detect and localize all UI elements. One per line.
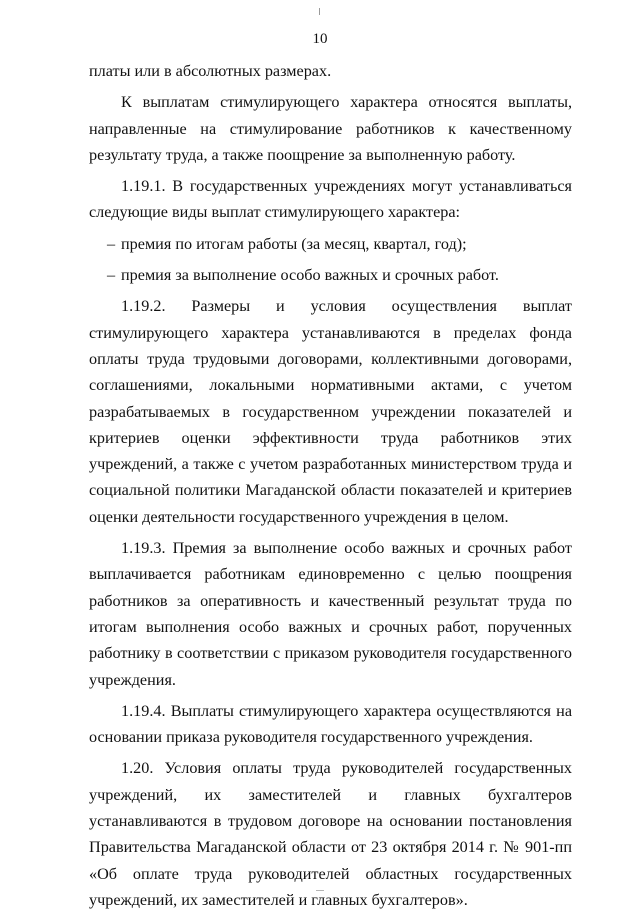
list-dash: – xyxy=(107,266,116,285)
scan-mark-bottom xyxy=(316,890,324,891)
scan-mark-top xyxy=(319,8,320,15)
paragraph-stimulating-payments: К выплатам стимулирующего характера относятся выплаты, направленные на стимулирование работников к качественному результату труда, а также поощрение за выполненную работу. xyxy=(89,93,572,164)
list-item-bonus-urgent xyxy=(89,262,572,288)
page-number: 10 xyxy=(312,31,328,47)
document-body xyxy=(89,58,572,918)
list-item-text: премия по итогам работы (за месяц, квартал, год); xyxy=(121,234,467,253)
paragraph-1-19-4: 1.19.4. Выплаты стимулирующего характера осуществляются на основании приказа руководителя государственного учреждения. xyxy=(89,701,572,747)
list-dash: – xyxy=(107,234,116,253)
list-item-text: премия за выполнение особо важных и срочных работ. xyxy=(121,266,499,285)
paragraph-1-20: 1.20. Условия оплаты труда руководителей государственных учреждений, их заместителей и главных бухгалтеров устанавливаются в трудовом договоре на основании постановления Правительства Магаданской области от 23 октября 2014 г. № 901-пп «Об оплате труда руководителей областных государственных учреждений, их заместителей и главных бухгалтеров». xyxy=(89,759,572,909)
paragraph-1-19-1: 1.19.1. В государственных учреждениях могут устанавливаться следующие виды выплат стимулирующего характера: xyxy=(89,177,572,222)
paragraph-continuation: платы или в абсолютных размерах. xyxy=(89,62,332,80)
paragraph-1-19-3: 1.19.3. Премия за выполнение особо важных и срочных работ выплачивается работникам единовременно с целью поощрения работников за оперативность и качественный результат труда по итогам выполнения особо важных и срочных работ, порученных работнику в соответствии с приказом руководителя государственного учреждения. xyxy=(89,539,572,689)
paragraph-1-19-2: 1.19.2. Размеры и условия осуществления выплат стимулирующего характера устанавливаются в пределах фонда оплаты труда трудовыми договорами, коллективными договорами, соглашениями, локальными нормативными актами, с учетом разрабатываемых в государственном учреждении показателей и критериев оценки эффективности труда работников этих учреждений, а также с учетом разработанных министерством труда и социальной политики Магаданской области показателей и критериев оценки деятельности государственного учреждения в целом. xyxy=(89,297,572,526)
list-item-bonus-results xyxy=(89,231,572,257)
